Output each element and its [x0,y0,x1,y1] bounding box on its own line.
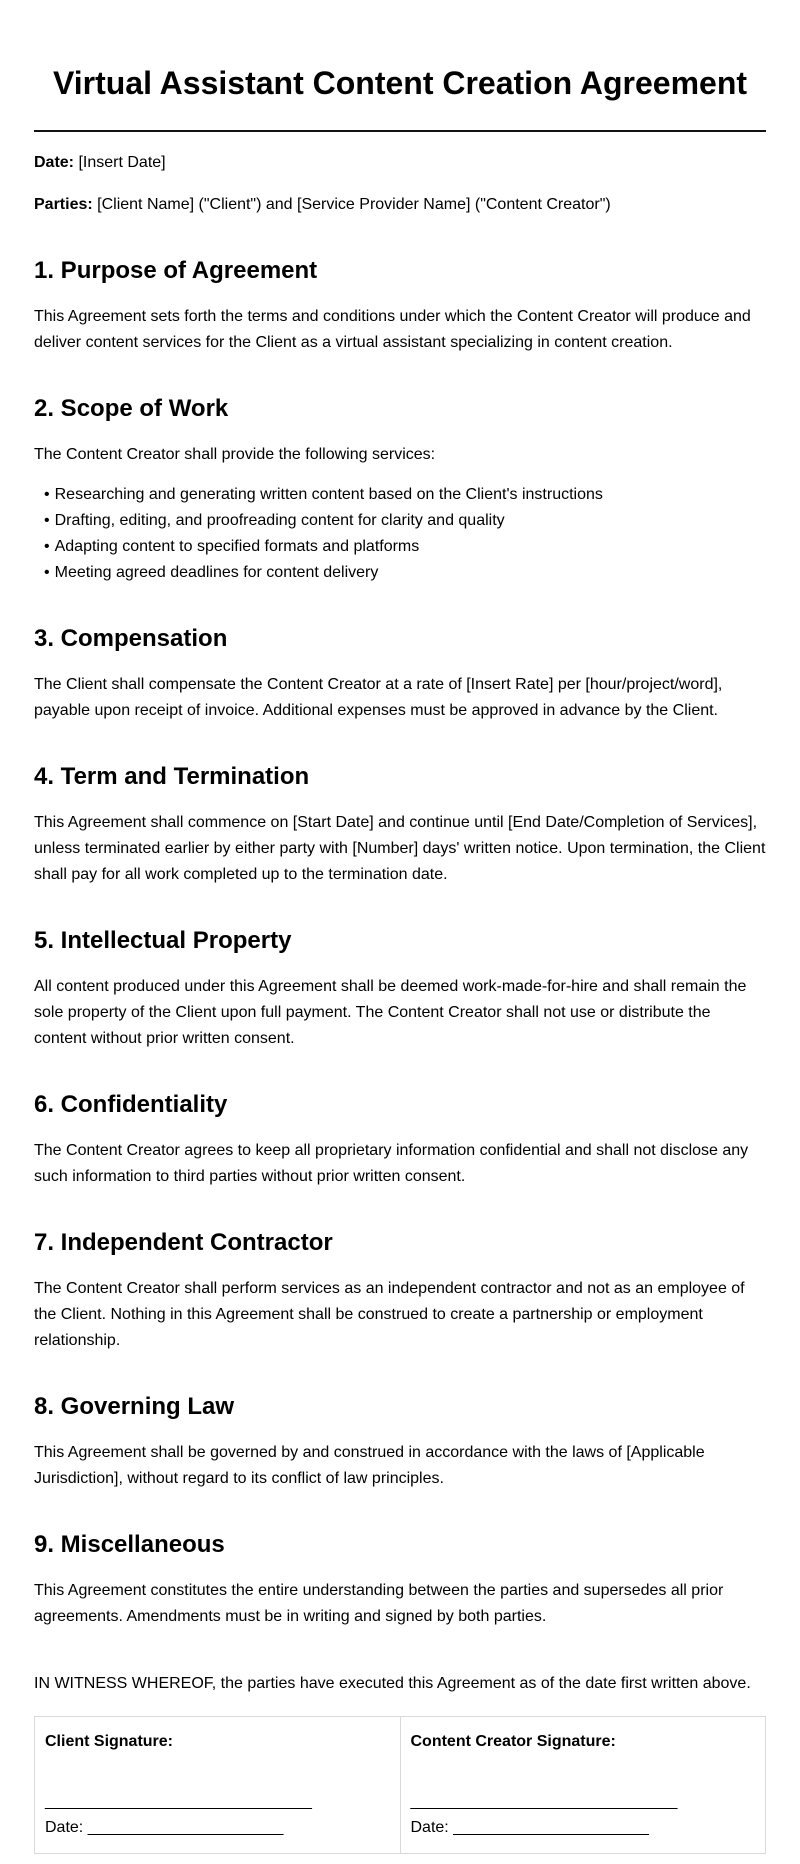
date-value: [Insert Date] [74,154,166,171]
section-term [34,762,766,888]
page-title: Virtual Assistant Content Creation Agreement [52,65,748,101]
client-signature-cell [35,1717,400,1853]
section-heading: 4. Term and Termination [34,763,310,790]
services-list [34,482,766,586]
section-heading: 1. Purpose of Agreement [34,257,318,284]
section-heading: 9. Miscellaneous [34,1531,225,1558]
title-divider [34,130,766,132]
section-body: This Agreement constitutes the entire understanding between the parties and supersedes all prior agreements. Amendments must be in writing and signed by both parties. [34,1582,724,1625]
witness-statement: IN WITNESS WHEREOF, the parties have executed this Agreement as of the date first written above. [34,1675,751,1692]
list-item: • Adapting content to specified formats and platforms [44,534,766,560]
parties-line [34,194,766,216]
section-intellectual-property [34,926,766,1052]
parties-value: [Client Name] ("Client") and [Service Provider Name] ("Content Creator") [92,196,611,213]
section-purpose [34,256,766,356]
section-body: The Content Creator agrees to keep all proprietary information confidential and shall not disclose any such information to third parties without prior written consent. [34,1142,749,1185]
section-body: The Client shall compensate the Content Creator at a rate of [Insert Rate] per [hour/project/word], payable upon receipt of invoice. Additional expenses must be approved in advance by the Client. [34,676,723,719]
section-heading: 6. Confidentiality [34,1091,228,1118]
section-miscellaneous [34,1530,766,1630]
section-heading: 5. Intellectual Property [34,927,292,954]
section-body: All content produced under this Agreement shall be deemed work-made-for-hire and shall remain the sole property of the Client upon full payment. The Content Creator shall not use or distribute the content without prior written consent. [34,978,747,1047]
client-signature-label: Client Signature: [45,1733,174,1750]
list-item: • Researching and generating written content based on the Client's instructions [44,482,766,508]
section-body: The Content Creator shall perform services as an independent contractor and not as an employee of the Client. Nothing in this Agreement shall be construed to create a partnership or employment relationship. [34,1280,745,1349]
creator-date-line: Date: ______________________ [410,1819,649,1836]
section-independent-contractor [34,1228,766,1354]
list-item: • Meeting agreed deadlines for content delivery [44,560,766,586]
section-heading: 2. Scope of Work [34,395,229,422]
section-confidentiality [34,1090,766,1190]
section-heading: 8. Governing Law [34,1393,235,1420]
creator-signature-label: Content Creator Signature: [410,1733,616,1750]
section-body: This Agreement sets forth the terms and conditions under which the Content Creator will produce and deliver content services for the Client as a virtual assistant specializing in content creation. [34,308,751,351]
section-heading: 3. Compensation [34,625,228,652]
section-body: This Agreement shall commence on [Start Date] and continue until [End Date/Completion of Services], unless terminated earlier by either party with [Number] days' written notice. Upon termination, the Client shall pay for all work completed up to the termination date. [34,814,766,883]
signature-table [34,1716,766,1854]
date-line [34,152,766,174]
section-body: This Agreement shall be governed by and construed in accordance with the laws of [Applicable Jurisdiction], without regard to its conflict of law principles. [34,1444,705,1487]
client-date-line: Date: ______________________ [45,1819,284,1836]
list-item: • Drafting, editing, and proofreading content for clarity and quality [44,508,766,534]
parties-label: Parties: [34,196,93,213]
section-heading: 7. Independent Contractor [34,1229,333,1256]
section-governing-law [34,1392,766,1492]
section-compensation [34,624,766,724]
creator-signature-cell [400,1717,766,1853]
section-body: The Content Creator shall provide the following services: [34,446,436,463]
date-label: Date: [34,154,75,171]
client-signature-line: ______________________________ [45,1793,312,1810]
creator-signature-line: ______________________________ [410,1793,678,1810]
section-scope [34,394,766,586]
